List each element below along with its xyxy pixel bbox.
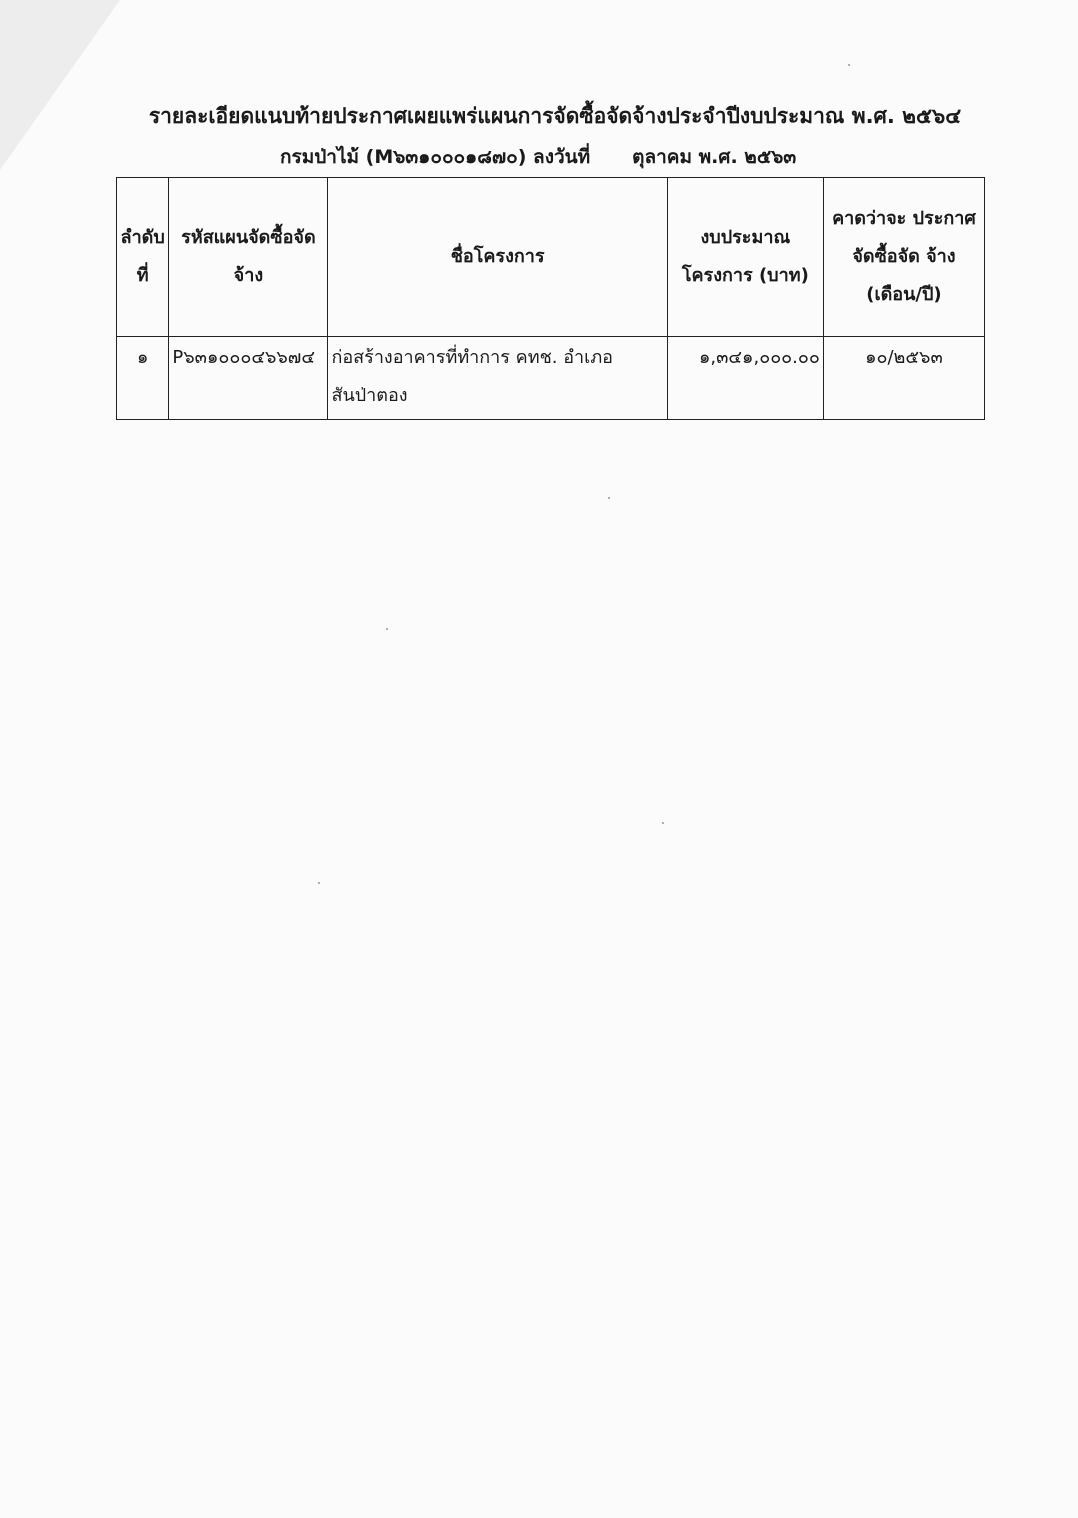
cell-project-name: ก่อสร้างอาคารที่ทำการ คทช. อำเภอ สันป่าตอง: [328, 337, 667, 420]
table-header-row: [117, 178, 985, 337]
subtitle-agency-date: กรมป่าไม้ (M๖๓๑๐๐๐๑๘๗๐) ลงวันที่: [280, 146, 591, 168]
column-header-number: ลำดับ ที่: [117, 178, 169, 337]
cell-plan-code: P๖๓๑๐๐๐๔๖๖๗๔: [169, 337, 328, 420]
column-header-expected-date: คาดว่าจะ ประกาศจัดซื้อจัด จ้าง (เดือน/ปี): [823, 178, 984, 337]
scan-speck: [318, 882, 320, 884]
column-header-plan-code: รหัสแผนจัดซื้อจัด จ้าง: [169, 178, 328, 337]
column-header-budget: งบประมาณ โครงการ (บาท): [667, 178, 823, 337]
page-corner-fold: [0, 0, 120, 170]
document-title: รายละเอียดแนบท้ายประกาศเผยแพร่แผนการจัดซื้อจัดจ้างประจำปีงบประมาณ พ.ศ. ๒๕๖๔: [148, 104, 962, 128]
subtitle-month-year: ตุลาคม พ.ศ. ๒๕๖๓: [632, 146, 797, 168]
scan-speck: [662, 822, 664, 824]
column-header-project-name: ชื่อโครงการ: [328, 178, 667, 337]
scan-speck: [386, 628, 388, 630]
document-subtitle: [280, 142, 796, 172]
cell-budget: ๑,๓๔๑,๐๐๐.๐๐: [667, 337, 823, 420]
table-row: [117, 337, 985, 420]
cell-expected-date: ๑๐/๒๕๖๓: [823, 337, 984, 420]
scan-speck: [608, 497, 610, 499]
procurement-plan-table: [116, 177, 985, 420]
cell-number: ๑: [117, 337, 169, 420]
scan-speck: [848, 64, 850, 66]
